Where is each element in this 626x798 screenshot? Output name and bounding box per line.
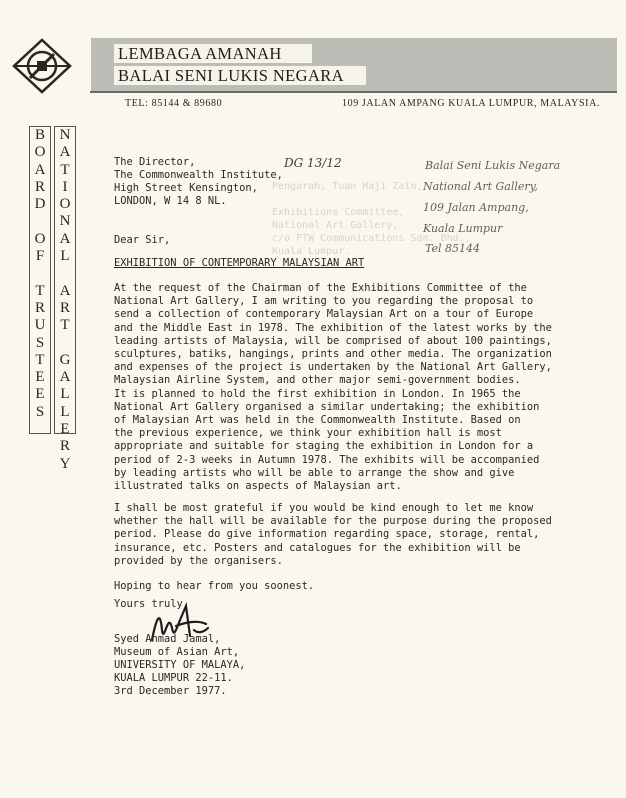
sidebar-letter: U <box>34 317 46 334</box>
sidebar-letter: N <box>59 127 71 143</box>
sidebar-letter: L <box>60 403 70 420</box>
sidebar-letter: O <box>34 230 46 247</box>
signatory-name: Syed Ahmad Jamal, <box>114 633 221 645</box>
sidebar-letter: D <box>34 196 46 213</box>
letterhead-line-2: BALAI SENI LUKIS NEGARA <box>114 66 366 85</box>
board-of-trustees-sidebar <box>29 126 51 434</box>
handwritten-address-line: Balai Seni Lukis Negara <box>425 159 561 172</box>
sidebar-letter: O <box>34 144 46 161</box>
salutation: Dear Sir, <box>114 234 171 246</box>
sidebar-letter <box>63 335 67 352</box>
sidebar-letter: A <box>59 282 71 299</box>
sidebar-letter: R <box>59 438 70 455</box>
letter-date: 3rd December 1977. <box>114 685 227 697</box>
sidebar-letter: T <box>60 317 70 334</box>
handwritten-address-line: National Art Gallery, <box>423 180 538 193</box>
body-paragraph-2: I shall be most grateful if you would be kind enough to let me know whether the hall will be available for the purpose during the proposed period. Please do give information regarding space, storage, rental, insurance, etc. Posters and catalogues for the exhibition will be provided by the organisers. <box>114 502 552 567</box>
sidebar-letter: A <box>59 230 71 247</box>
sidebar-letter: T <box>35 282 45 299</box>
sidebar-letter: G <box>59 351 71 368</box>
sidebar-letter <box>63 265 67 282</box>
national-art-gallery-sidebar <box>54 126 76 472</box>
sidebar-letter: L <box>60 386 70 403</box>
sidebar-letter: N <box>59 213 71 230</box>
sidebar-letter: O <box>59 196 71 213</box>
sidebar-letter: L <box>60 248 70 265</box>
sidebar-letter <box>38 265 42 282</box>
sidebar-letter: T <box>60 161 70 178</box>
sidebar-letter: A <box>34 161 46 178</box>
signatory-affiliation: UNIVERSITY OF MALAYA, <box>114 659 246 671</box>
letterhead-address: 109 JALAN AMPANG KUALA LUMPUR, MALAYSIA. <box>342 98 601 109</box>
recipient-line: The Director, <box>114 156 196 168</box>
letter-subject: EXHIBITION OF CONTEMPORARY MALAYSIAN ART <box>114 257 365 269</box>
valediction: Yours truly, <box>114 598 190 610</box>
show-through-text: Pengarah, Tuan Haji Zain, Exhibitions Committee, National Art Gallery, c/o PTW Communications Sdn. Bhd., Kuala Lumpur. <box>272 181 471 257</box>
handwritten-address-line: Kuala Lumpur <box>423 222 503 235</box>
gallery-logo-icon <box>12 38 72 94</box>
sidebar-letter: F <box>35 248 45 265</box>
letterhead-line-1: LEMBAGA AMANAH <box>114 44 312 63</box>
sidebar-letter: E <box>60 421 70 438</box>
sidebar-letter <box>38 213 42 230</box>
handwritten-address-line: 109 Jalan Ampang, <box>423 201 529 214</box>
sidebar-letter: E <box>35 369 45 386</box>
sidebar-letter: A <box>59 369 71 386</box>
sidebar-letter: R <box>34 299 45 316</box>
signatory-affiliation: Museum of Asian Art, <box>114 646 240 658</box>
sidebar-letter: B <box>34 127 45 143</box>
sidebar-letter: E <box>35 386 45 403</box>
letterhead-telephone: TEL: 85144 & 89680 <box>125 98 223 109</box>
sidebar-letter: R <box>59 299 70 316</box>
handwritten-address-line: Tel 85144 <box>425 242 480 255</box>
recipient-line: High Street Kensington, <box>114 182 258 194</box>
handwritten-initials: DG 13/12 <box>284 156 342 170</box>
closing-line: Hoping to hear from you soonest. <box>114 580 315 592</box>
letterhead-rule <box>90 91 617 93</box>
sidebar-letter: S <box>35 334 45 351</box>
sidebar-letter: S <box>35 403 45 420</box>
recipient-line: The Commonwealth Institute, <box>114 169 283 181</box>
sidebar-letter: T <box>35 351 45 368</box>
body-paragraph-1: At the request of the Chairman of the Exhibitions Committee of the National Art Gallery, I am writing to you regarding the proposal to send a collection of contemporary Malaysian Art on a tour of Europe and the Middle East in 1978. The exhibition of the latest works by the leading artists of Malaysia, will be comprised of about 100 paintings, sculptures, batiks, hangings, prints and other media. The organization and expenses of the project is undertaken by the National Art Gallery, Malaysian Airline System, and other major semi-government bodies. It is planned to hold the first exhibition in London. In 1965 the National Art Gallery organised a similar undertaking; the exhibition of Malaysian Art was held in the Commonwealth Institute. Based on the previous experience, we think your exhibition hall is most appropriate and suitable for staging the exhibition in London for a period of 2-3 weeks in Autumn 1978. The exhibits will be accompanied by leading artists who will be able to arrange the show and give illustrated talks on aspects of Malaysian art. <box>114 282 552 493</box>
recipient-line: LONDON, W 14 8 NL. <box>114 195 227 207</box>
sidebar-letter: A <box>59 144 71 161</box>
sidebar-letter: Y <box>59 455 71 472</box>
sidebar-letter: I <box>62 178 68 195</box>
signatory-affiliation: KUALA LUMPUR 22-11. <box>114 672 233 684</box>
sidebar-letter: R <box>34 178 45 195</box>
